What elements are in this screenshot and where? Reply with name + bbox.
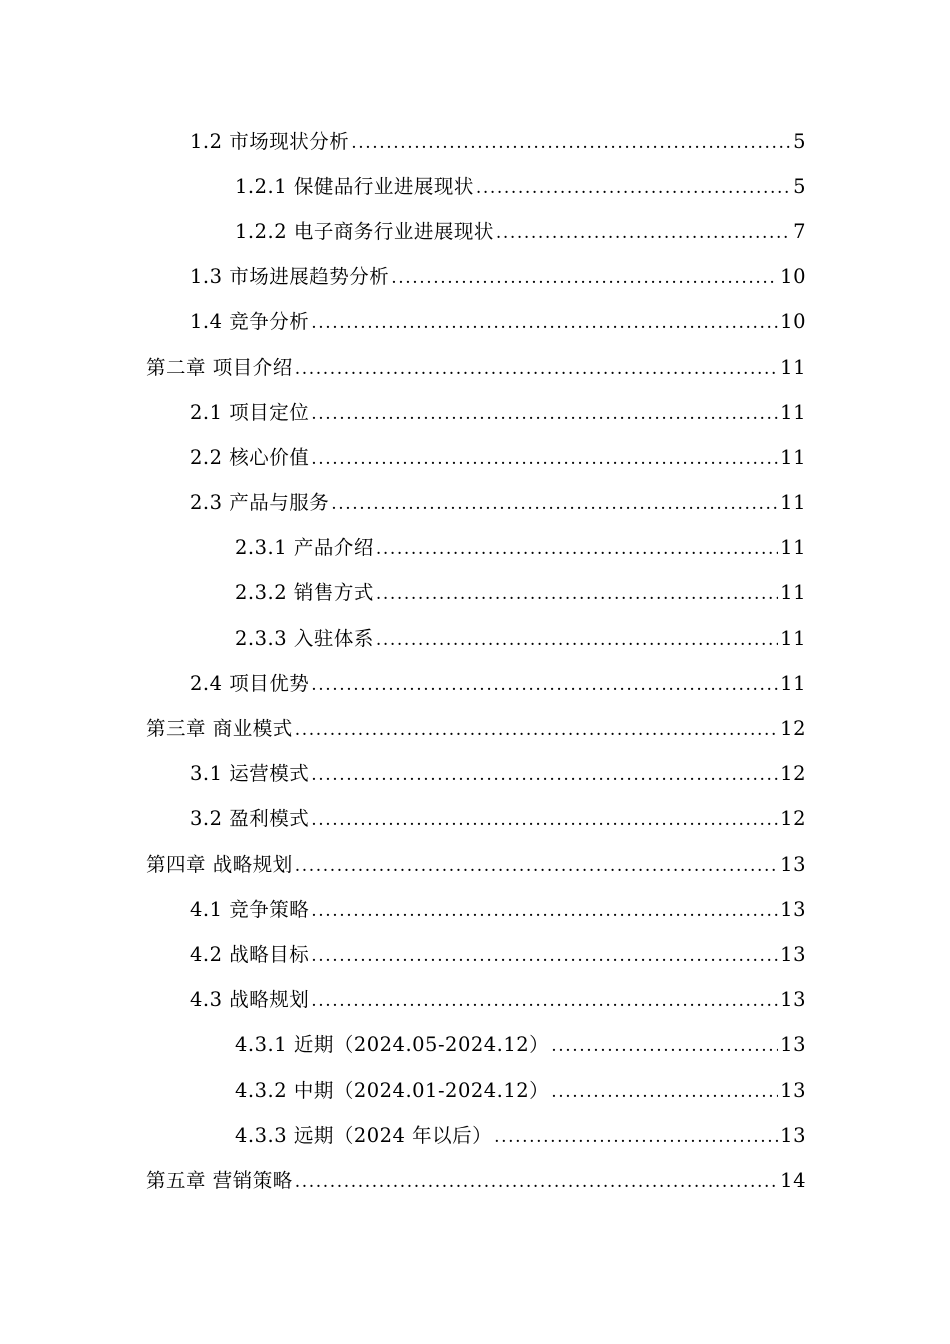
toc-entry-title: 1.2 市场现状分析: [190, 129, 350, 153]
toc-entry-page: 11: [780, 581, 806, 605]
toc-entry[interactable]: [0, 433, 950, 478]
dot-leader: [476, 178, 791, 198]
toc-entry[interactable]: [0, 614, 950, 659]
dot-leader: [391, 268, 778, 288]
toc-entry-title: 第三章 商业模式: [146, 717, 293, 741]
toc-entry[interactable]: [0, 524, 950, 569]
toc-entry-title: 3.1 运营模式: [190, 762, 310, 786]
dot-leader: [376, 630, 778, 650]
toc-entry[interactable]: [0, 795, 950, 840]
toc-entry-page: 13: [780, 852, 806, 876]
dot-leader: [496, 223, 791, 243]
dot-leader: [311, 991, 778, 1011]
toc-entry-page: 11: [780, 445, 806, 469]
toc-entry-page: 10: [780, 310, 806, 334]
dot-leader: [376, 539, 778, 559]
toc-entry[interactable]: [0, 1066, 950, 1111]
toc-entry[interactable]: [0, 253, 950, 298]
toc-entry[interactable]: [0, 659, 950, 704]
toc-entry-title: 第二章 项目介绍: [146, 355, 293, 379]
toc-entry-title: 1.2.2 电子商务行业进展现状: [235, 219, 494, 243]
dot-leader: [295, 1172, 778, 1192]
dot-leader: [295, 720, 778, 740]
toc-entry[interactable]: [0, 479, 950, 524]
toc-entry-title: 2.2 核心价值: [190, 445, 310, 469]
toc-entry-title: 2.3 产品与服务: [190, 491, 330, 515]
toc-entry-title: 4.1 竞争策略: [190, 897, 310, 921]
dot-leader: [311, 901, 778, 921]
table-of-contents: [0, 117, 950, 1202]
toc-entry-page: 11: [780, 491, 806, 515]
toc-entry-page: 11: [780, 355, 806, 379]
toc-entry-title: 第五章 营销策略: [146, 1168, 293, 1192]
dot-leader: [311, 404, 778, 424]
toc-entry[interactable]: [0, 976, 950, 1021]
toc-entry-title: 4.2 战略目标: [190, 942, 310, 966]
toc-entry-page: 13: [780, 1123, 806, 1147]
dot-leader: [311, 810, 778, 830]
toc-entry[interactable]: [0, 704, 950, 749]
toc-entry-page: 11: [780, 400, 806, 424]
toc-entry-title: 1.2.1 保健品行业进展现状: [235, 174, 474, 198]
toc-entry-page: 13: [780, 1033, 806, 1057]
dot-leader: [351, 133, 791, 153]
dot-leader: [551, 1036, 778, 1056]
dot-leader: [551, 1082, 778, 1102]
toc-entry-title: 2.4 项目优势: [190, 671, 310, 695]
toc-entry-title: 2.3.1 产品介绍: [235, 536, 374, 560]
dot-leader: [311, 675, 778, 695]
toc-entry[interactable]: [0, 840, 950, 885]
dot-leader: [311, 313, 778, 333]
toc-entry-page: 10: [780, 265, 806, 289]
toc-entry[interactable]: [0, 930, 950, 975]
dot-leader: [376, 584, 778, 604]
dot-leader: [331, 494, 778, 514]
toc-entry-page: 11: [780, 626, 806, 650]
toc-entry-page: 5: [793, 174, 806, 198]
dot-leader: [311, 946, 778, 966]
toc-entry[interactable]: [0, 207, 950, 252]
toc-entry-title: 2.3.2 销售方式: [235, 581, 374, 605]
toc-entry[interactable]: [0, 1156, 950, 1201]
toc-entry[interactable]: [0, 298, 950, 343]
toc-entry-page: 13: [780, 1078, 806, 1102]
toc-entry-title: 3.2 盈利模式: [190, 807, 310, 831]
toc-entry-page: 5: [793, 129, 806, 153]
dot-leader: [494, 1127, 778, 1147]
toc-entry[interactable]: [0, 569, 950, 614]
toc-entry-page: 12: [780, 807, 806, 831]
toc-entry-page: 12: [780, 717, 806, 741]
toc-entry-title: 1.3 市场进展趋势分析: [190, 265, 390, 289]
toc-entry-title: 第四章 战略规划: [146, 852, 293, 876]
toc-entry-page: 13: [780, 942, 806, 966]
toc-entry-page: 13: [780, 988, 806, 1012]
toc-entry-title: 1.4 竞争分析: [190, 310, 310, 334]
dot-leader: [311, 765, 778, 785]
toc-entry-page: 12: [780, 762, 806, 786]
toc-entry-title: 4.3.3 远期（2024 年以后）: [235, 1123, 493, 1147]
toc-entry[interactable]: [0, 1111, 950, 1156]
toc-entry-title: 4.3.2 中期（2024.01-2024.12）: [235, 1078, 550, 1102]
toc-entry-page: 11: [780, 536, 806, 560]
toc-entry-title: 2.1 项目定位: [190, 400, 310, 424]
toc-entry[interactable]: [0, 117, 950, 162]
toc-entry-title: 4.3.1 近期（2024.05-2024.12）: [235, 1033, 550, 1057]
toc-entry-page: 7: [793, 219, 806, 243]
toc-entry[interactable]: [0, 343, 950, 388]
toc-entry[interactable]: [0, 1021, 950, 1066]
dot-leader: [311, 449, 778, 469]
toc-entry-page: 13: [780, 897, 806, 921]
toc-entry[interactable]: [0, 388, 950, 433]
toc-entry-title: 2.3.3 入驻体系: [235, 626, 374, 650]
toc-entry-page: 14: [780, 1168, 806, 1192]
toc-entry-page: 11: [780, 671, 806, 695]
toc-entry[interactable]: [0, 885, 950, 930]
toc-entry[interactable]: [0, 750, 950, 795]
toc-entry[interactable]: [0, 162, 950, 207]
toc-entry-title: 4.3 战略规划: [190, 988, 310, 1012]
dot-leader: [295, 359, 778, 379]
dot-leader: [295, 856, 778, 876]
